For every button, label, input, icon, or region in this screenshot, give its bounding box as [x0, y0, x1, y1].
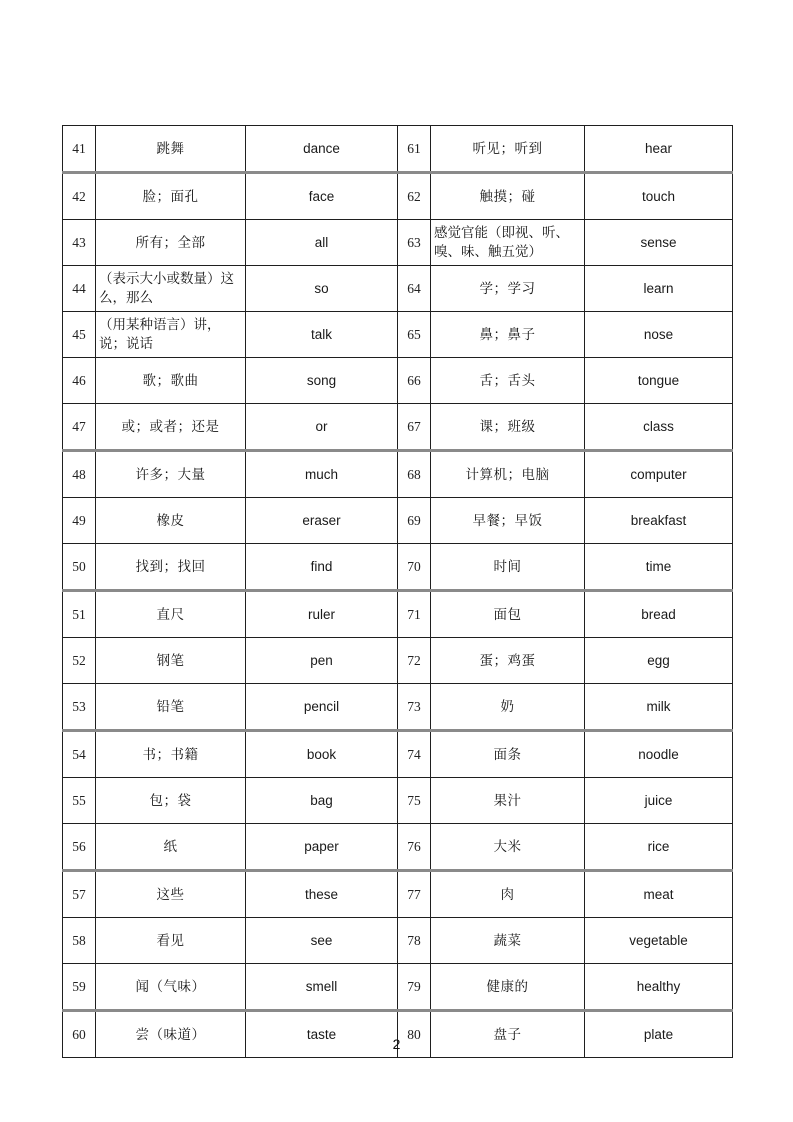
table-row	[63, 824, 733, 871]
english-word-cell: tongue	[585, 358, 733, 404]
chinese-meaning-cell: 跳舞	[96, 126, 246, 173]
index-cell: 65	[398, 312, 431, 358]
chinese-meaning-cell: 面条	[431, 731, 585, 778]
english-word-cell: vegetable	[585, 918, 733, 964]
english-word-cell: dance	[246, 126, 398, 173]
chinese-meaning-cell: 所有；全部	[96, 220, 246, 266]
english-word-cell: bag	[246, 778, 398, 824]
english-word-cell: computer	[585, 451, 733, 498]
table-row	[63, 220, 733, 266]
chinese-meaning-cell: 听见；听到	[431, 126, 585, 173]
index-cell: 52	[63, 638, 96, 684]
index-cell: 46	[63, 358, 96, 404]
english-word-cell: all	[246, 220, 398, 266]
index-cell: 45	[63, 312, 96, 358]
chinese-meaning-cell: 蛋；鸡蛋	[431, 638, 585, 684]
chinese-meaning-cell: 学；学习	[431, 266, 585, 312]
table-row	[63, 964, 733, 1011]
english-word-cell: pen	[246, 638, 398, 684]
chinese-meaning-cell: 直尺	[96, 591, 246, 638]
english-word-cell: meat	[585, 871, 733, 918]
chinese-meaning-cell: 书；书籍	[96, 731, 246, 778]
english-word-cell: sense	[585, 220, 733, 266]
chinese-meaning-cell: 舌；舌头	[431, 358, 585, 404]
chinese-meaning-cell: （用某种语言）讲，说；说话	[96, 312, 246, 358]
chinese-meaning-cell: 蔬菜	[431, 918, 585, 964]
index-cell: 67	[398, 404, 431, 451]
english-word-cell: talk	[246, 312, 398, 358]
english-word-cell: so	[246, 266, 398, 312]
vocab-table-body	[63, 126, 733, 1058]
chinese-meaning-cell: 鼻；鼻子	[431, 312, 585, 358]
english-word-cell: face	[246, 173, 398, 220]
chinese-meaning-cell: 感觉官能（即视、听、嗅、味、触五觉）	[431, 220, 585, 266]
chinese-meaning-cell: 面包	[431, 591, 585, 638]
index-cell: 68	[398, 451, 431, 498]
index-cell: 70	[398, 544, 431, 591]
index-cell: 63	[398, 220, 431, 266]
index-cell: 43	[63, 220, 96, 266]
english-word-cell: smell	[246, 964, 398, 1011]
table-row	[63, 312, 733, 358]
chinese-meaning-cell: 许多；大量	[96, 451, 246, 498]
english-word-cell: healthy	[585, 964, 733, 1011]
english-word-cell: song	[246, 358, 398, 404]
index-cell: 76	[398, 824, 431, 871]
chinese-meaning-cell: 触摸；碰	[431, 173, 585, 220]
english-word-cell: taste	[246, 1011, 398, 1058]
chinese-meaning-cell: 尝（味道）	[96, 1011, 246, 1058]
chinese-meaning-cell: 钢笔	[96, 638, 246, 684]
english-word-cell: see	[246, 918, 398, 964]
english-word-cell: milk	[585, 684, 733, 731]
table-row	[63, 638, 733, 684]
index-cell: 57	[63, 871, 96, 918]
english-word-cell: pencil	[246, 684, 398, 731]
chinese-meaning-cell: 脸；面孔	[96, 173, 246, 220]
table-row	[63, 358, 733, 404]
index-cell: 75	[398, 778, 431, 824]
chinese-meaning-cell: 果汁	[431, 778, 585, 824]
index-cell: 47	[63, 404, 96, 451]
index-cell: 77	[398, 871, 431, 918]
chinese-meaning-cell: 盘子	[431, 1011, 585, 1058]
index-cell: 71	[398, 591, 431, 638]
index-cell: 58	[63, 918, 96, 964]
table-row	[63, 173, 733, 220]
chinese-meaning-cell: 歌；歌曲	[96, 358, 246, 404]
table-row	[63, 871, 733, 918]
table-row	[63, 498, 733, 544]
chinese-meaning-cell: 纸	[96, 824, 246, 871]
chinese-meaning-cell: 找到；找回	[96, 544, 246, 591]
chinese-meaning-cell: 铅笔	[96, 684, 246, 731]
index-cell: 41	[63, 126, 96, 173]
english-word-cell: juice	[585, 778, 733, 824]
english-word-cell: eraser	[246, 498, 398, 544]
page-number: 2	[392, 1036, 401, 1052]
english-word-cell: book	[246, 731, 398, 778]
english-word-cell: ruler	[246, 591, 398, 638]
chinese-meaning-cell: 课；班级	[431, 404, 585, 451]
chinese-meaning-cell: 计算机；电脑	[431, 451, 585, 498]
index-cell: 79	[398, 964, 431, 1011]
index-cell: 49	[63, 498, 96, 544]
index-cell: 80	[398, 1011, 431, 1058]
english-word-cell: paper	[246, 824, 398, 871]
chinese-meaning-cell: 这些	[96, 871, 246, 918]
chinese-meaning-cell: 肉	[431, 871, 585, 918]
english-word-cell: class	[585, 404, 733, 451]
index-cell: 69	[398, 498, 431, 544]
chinese-meaning-cell: 看见	[96, 918, 246, 964]
english-word-cell: hear	[585, 126, 733, 173]
table-row	[63, 731, 733, 778]
english-word-cell: find	[246, 544, 398, 591]
english-word-cell: nose	[585, 312, 733, 358]
index-cell: 61	[398, 126, 431, 173]
chinese-meaning-cell: 健康的	[431, 964, 585, 1011]
chinese-meaning-cell: 时间	[431, 544, 585, 591]
chinese-meaning-cell: 闻（气味）	[96, 964, 246, 1011]
index-cell: 59	[63, 964, 96, 1011]
chinese-meaning-cell: （表示大小或数量）这么，那么	[96, 266, 246, 312]
table-row	[63, 591, 733, 638]
index-cell: 50	[63, 544, 96, 591]
chinese-meaning-cell: 早餐；早饭	[431, 498, 585, 544]
chinese-meaning-cell: 奶	[431, 684, 585, 731]
table-row	[63, 778, 733, 824]
index-cell: 48	[63, 451, 96, 498]
english-word-cell: these	[246, 871, 398, 918]
english-word-cell: egg	[585, 638, 733, 684]
english-word-cell: touch	[585, 173, 733, 220]
index-cell: 53	[63, 684, 96, 731]
table-row	[63, 266, 733, 312]
index-cell: 78	[398, 918, 431, 964]
english-word-cell: much	[246, 451, 398, 498]
english-word-cell: learn	[585, 266, 733, 312]
table-row	[63, 544, 733, 591]
index-cell: 66	[398, 358, 431, 404]
table-row	[63, 126, 733, 173]
english-word-cell: time	[585, 544, 733, 591]
index-cell: 73	[398, 684, 431, 731]
index-cell: 72	[398, 638, 431, 684]
english-word-cell: breakfast	[585, 498, 733, 544]
vocab-table	[62, 125, 733, 1058]
index-cell: 74	[398, 731, 431, 778]
index-cell: 44	[63, 266, 96, 312]
english-word-cell: noodle	[585, 731, 733, 778]
table-row	[63, 684, 733, 731]
english-word-cell: or	[246, 404, 398, 451]
index-cell: 55	[63, 778, 96, 824]
index-cell: 56	[63, 824, 96, 871]
index-cell: 51	[63, 591, 96, 638]
table-row	[63, 918, 733, 964]
english-word-cell: rice	[585, 824, 733, 871]
index-cell: 54	[63, 731, 96, 778]
index-cell: 64	[398, 266, 431, 312]
table-row	[63, 451, 733, 498]
english-word-cell: plate	[585, 1011, 733, 1058]
table-row	[63, 404, 733, 451]
index-cell: 60	[63, 1011, 96, 1058]
chinese-meaning-cell: 橡皮	[96, 498, 246, 544]
index-cell: 62	[398, 173, 431, 220]
chinese-meaning-cell: 或；或者；还是	[96, 404, 246, 451]
chinese-meaning-cell: 包；袋	[96, 778, 246, 824]
english-word-cell: bread	[585, 591, 733, 638]
chinese-meaning-cell: 大米	[431, 824, 585, 871]
index-cell: 42	[63, 173, 96, 220]
